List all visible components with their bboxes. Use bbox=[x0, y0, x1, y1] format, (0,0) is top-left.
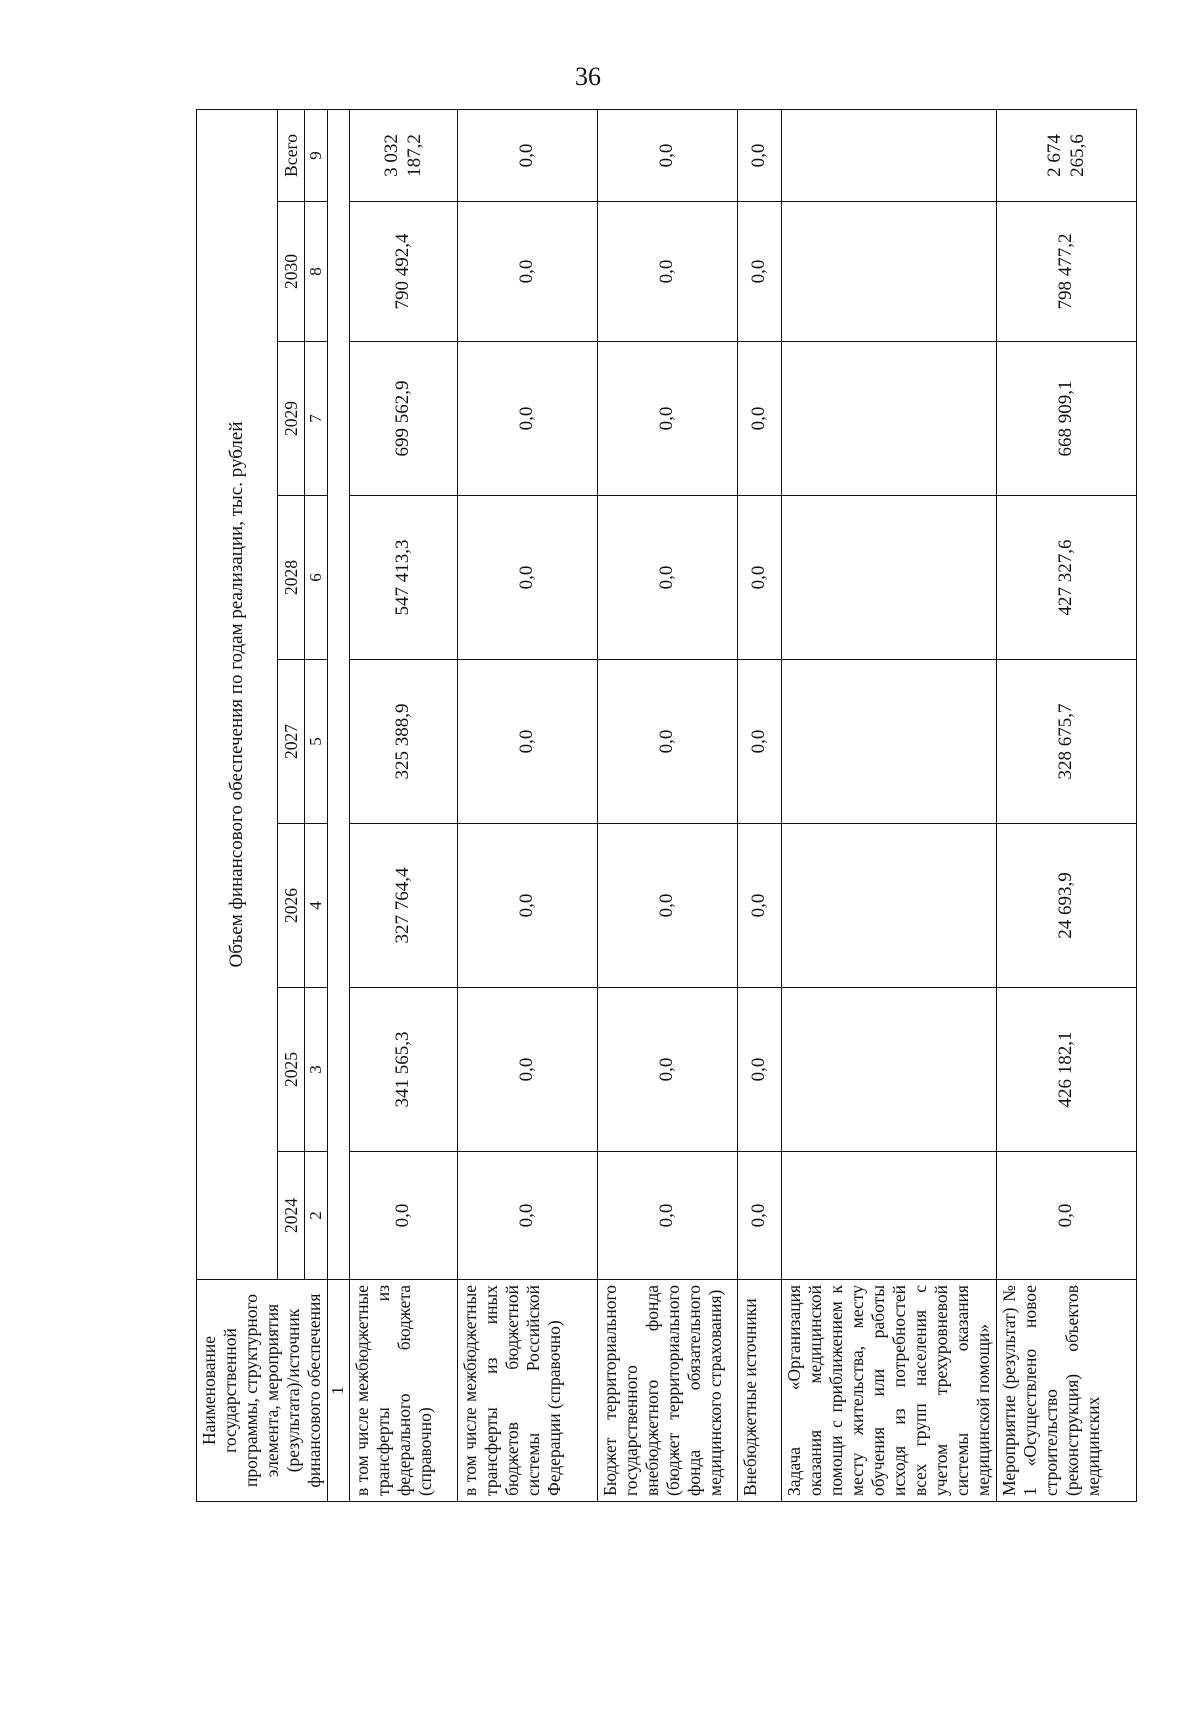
header-year: 2025 bbox=[278, 988, 305, 1152]
row-value bbox=[782, 342, 997, 496]
row-value: 668 909,1 bbox=[997, 342, 1137, 496]
row-value: 426 182,1 bbox=[997, 988, 1137, 1152]
header-year: 2029 bbox=[278, 342, 305, 496]
table-row bbox=[782, 109, 997, 1501]
row-value: 24 693,9 bbox=[997, 824, 1137, 988]
row-value: 0,0 bbox=[458, 988, 598, 1152]
table-row bbox=[738, 109, 782, 1501]
header-year: 2028 bbox=[278, 496, 305, 660]
row-name: Внебюджетные источники bbox=[738, 1280, 782, 1502]
row-value: 325 388,9 bbox=[350, 660, 458, 824]
row-value: 790 492,4 bbox=[350, 202, 458, 342]
header-column-number: 4 bbox=[305, 824, 328, 988]
row-value: 0,0 bbox=[598, 660, 738, 824]
header-column-number: 9 bbox=[305, 109, 328, 201]
row-value: 0,0 bbox=[738, 1152, 782, 1280]
row-value: 328 675,7 bbox=[997, 660, 1137, 824]
row-value: 0,0 bbox=[738, 660, 782, 824]
table-row bbox=[350, 109, 458, 1501]
header-spacer bbox=[328, 109, 350, 1279]
table-row bbox=[458, 109, 598, 1501]
header-year: 2024 bbox=[278, 1152, 305, 1280]
row-value: 798 477,2 bbox=[997, 202, 1137, 342]
row-value: 0,0 bbox=[598, 496, 738, 660]
row-value: 0,0 bbox=[598, 988, 738, 1152]
row-value: 0,0 bbox=[738, 202, 782, 342]
header-column-number: 7 bbox=[305, 342, 328, 496]
row-value: 0,0 bbox=[458, 660, 598, 824]
row-value: 0,0 bbox=[738, 342, 782, 496]
header-year: 2026 bbox=[278, 824, 305, 988]
row-value bbox=[782, 824, 997, 988]
row-value: 547 413,3 bbox=[350, 496, 458, 660]
row-value: 0,0 bbox=[738, 824, 782, 988]
row-value: 327 764,4 bbox=[350, 824, 458, 988]
row-value bbox=[782, 988, 997, 1152]
header-column-number: 3 bbox=[305, 988, 328, 1152]
row-value: 699 562,9 bbox=[350, 342, 458, 496]
row-value bbox=[782, 496, 997, 660]
row-name: Задача «Организация оказания медицинской помощи с приближением к месту жительства, месту обучения или работы исходя из потребностей всех групп населения с учетом трехуровневой системы оказания медицинской помощи» bbox=[782, 1280, 997, 1502]
row-value: 0,0 bbox=[598, 1152, 738, 1280]
table-rotated-wrapper bbox=[196, 110, 1104, 1502]
header-year: Всего bbox=[278, 109, 305, 201]
row-value bbox=[782, 660, 997, 824]
header-volume: Объем финансового обеспечения по годам реализации, тыс. рублей bbox=[197, 109, 278, 1279]
row-value: 0,0 bbox=[458, 824, 598, 988]
row-value: 0,0 bbox=[997, 1152, 1137, 1280]
row-value: 0,0 bbox=[598, 824, 738, 988]
row-value: 2 674 265,6 bbox=[997, 109, 1137, 201]
row-value: 0,0 bbox=[458, 202, 598, 342]
row-value: 0,0 bbox=[458, 342, 598, 496]
page-number: 36 bbox=[575, 62, 601, 91]
table-row bbox=[997, 109, 1137, 1501]
row-value: 0,0 bbox=[350, 1152, 458, 1280]
table-row bbox=[598, 109, 738, 1501]
row-value: 3 032 187,2 bbox=[350, 109, 458, 201]
row-value: 0,0 bbox=[598, 109, 738, 201]
header-column-number: 1 bbox=[328, 1280, 350, 1502]
header-column-number: 5 bbox=[305, 660, 328, 824]
header-column-number: 2 bbox=[305, 1152, 328, 1280]
row-value: 0,0 bbox=[458, 496, 598, 660]
header-year: 2027 bbox=[278, 660, 305, 824]
header-name-column: Наименование государственной программы, структурного элемента, мероприятия (результата)/источник финансового обеспечения bbox=[197, 1280, 328, 1502]
row-value: 0,0 bbox=[598, 202, 738, 342]
row-value bbox=[782, 109, 997, 201]
header-column-number: 6 bbox=[305, 496, 328, 660]
row-name: в том числе межбюджетные трансферты из федерального бюджета (справочно) bbox=[350, 1280, 458, 1502]
row-value: 341 565,3 bbox=[350, 988, 458, 1152]
row-value: 0,0 bbox=[738, 988, 782, 1152]
row-value: 427 327,6 bbox=[997, 496, 1137, 660]
row-value: 0,0 bbox=[458, 109, 598, 201]
row-name: Бюджет территориального государственного внебюджетного фонда (бюджет территориального фонда обязательного медицинского страхования) bbox=[598, 1280, 738, 1502]
row-value: 0,0 bbox=[738, 496, 782, 660]
financing-table bbox=[196, 109, 1137, 1502]
row-value bbox=[782, 202, 997, 342]
row-name: Мероприятие (результат) № 1 «Осуществлено новое строительство (реконструкция) объектов медицинских bbox=[997, 1280, 1137, 1502]
row-value: 0,0 bbox=[598, 342, 738, 496]
row-value bbox=[782, 1152, 997, 1280]
row-name: в том числе межбюджетные трансферты из иных бюджетов бюджетной системы Российской Федерации (справочно) bbox=[458, 1280, 598, 1502]
row-value: 0,0 bbox=[738, 109, 782, 201]
row-value: 0,0 bbox=[458, 1152, 598, 1280]
header-year: 2030 bbox=[278, 202, 305, 342]
header-column-number: 8 bbox=[305, 202, 328, 342]
